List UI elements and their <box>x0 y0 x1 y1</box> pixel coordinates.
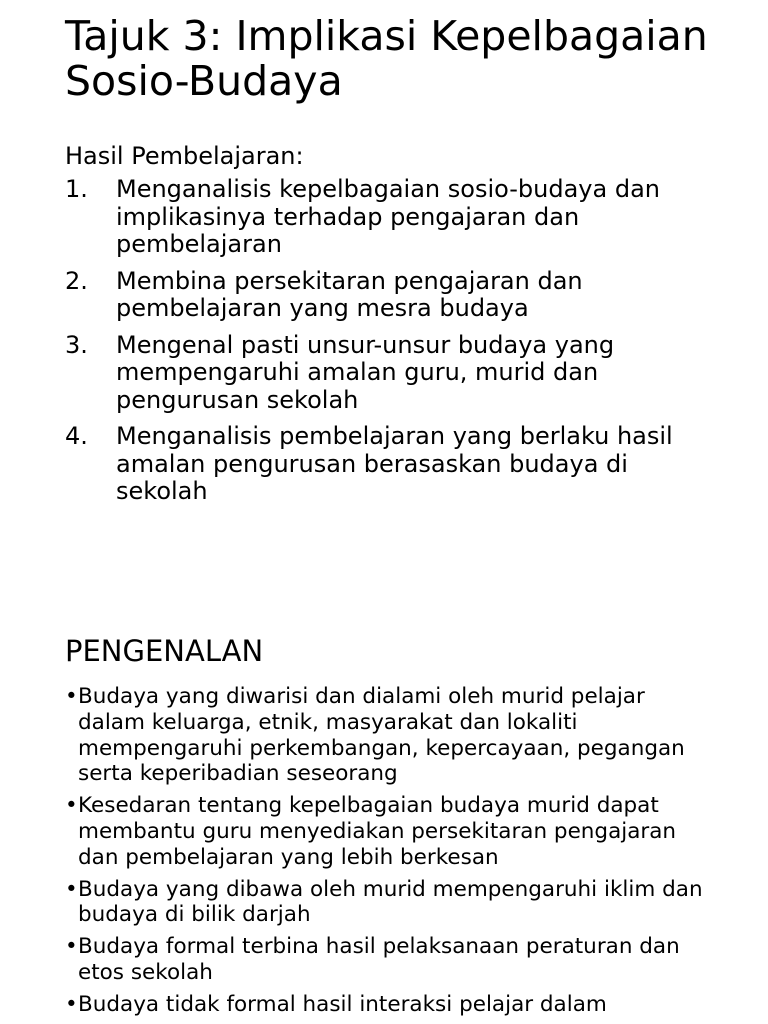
list-item-text: Kesedaran tentang kepelbagaian budaya murid dapat membantu guru menyediakan persekitaran pengajaran dan pembelajaran yang lebih berkesan <box>78 793 677 870</box>
list-item <box>65 877 715 929</box>
slide-title: Tajuk 3: Implikasi Kepelbagaian Sosio-Budaya <box>65 12 708 105</box>
learning-outcomes-heading: Hasil Pembelajaran: <box>65 142 304 170</box>
list-item-text: Budaya formal terbina hasil pelaksanaan peraturan dan etos sekolah <box>78 934 680 985</box>
list-item <box>65 176 725 259</box>
bullet-icon: • <box>65 991 78 1017</box>
list-item-text: Budaya yang dibawa oleh murid mempengaruhi iklim dan budaya di bilik darjah <box>78 876 703 928</box>
list-number: 4. <box>65 422 88 450</box>
list-number: 2. <box>65 266 88 295</box>
list-item <box>65 793 715 870</box>
list-number: 3. <box>65 330 88 359</box>
list-number: 1. <box>65 175 88 203</box>
learning-outcomes-list <box>65 176 725 515</box>
list-item <box>65 423 725 506</box>
list-item-text: Budaya tidak formal hasil interaksi pelajar dalam <box>78 991 607 1017</box>
list-item-text: Membina persekitaran pengajaran dan pembelajaran yang mesra budaya <box>116 266 583 322</box>
list-item-text: Menganalisis kepelbagaian sosio-budaya dan implikasinya terhadap pengajaran dan pembelajaran <box>116 175 660 258</box>
list-item <box>65 992 715 1018</box>
list-item-text: Mengenal pasti unsur-unsur budaya yang mempengaruhi amalan guru, murid dan pengurusan sekolah <box>116 330 615 414</box>
introduction-bullet-list <box>65 684 715 1024</box>
slide-2 <box>0 600 768 1024</box>
bullet-icon: • <box>65 876 78 902</box>
bullet-icon: • <box>65 684 78 709</box>
list-item-text: Menganalisis pembelajaran yang berlaku hasil amalan pengurusan berasaskan budaya di sekolah <box>116 422 673 505</box>
list-item <box>65 268 725 323</box>
list-item-text: Budaya yang diwarisi dan dialami oleh murid pelajar dalam keluarga, etnik, masyarakat dan lokaliti mempengaruhi perkembangan, kepercayaan, pegangan serta keperibadian seseorang <box>78 684 685 787</box>
list-item <box>65 934 715 986</box>
list-item <box>65 332 725 415</box>
section-title: PENGENALAN <box>65 634 264 668</box>
bullet-icon: • <box>65 934 78 960</box>
list-item <box>65 684 715 787</box>
bullet-icon: • <box>65 793 78 819</box>
